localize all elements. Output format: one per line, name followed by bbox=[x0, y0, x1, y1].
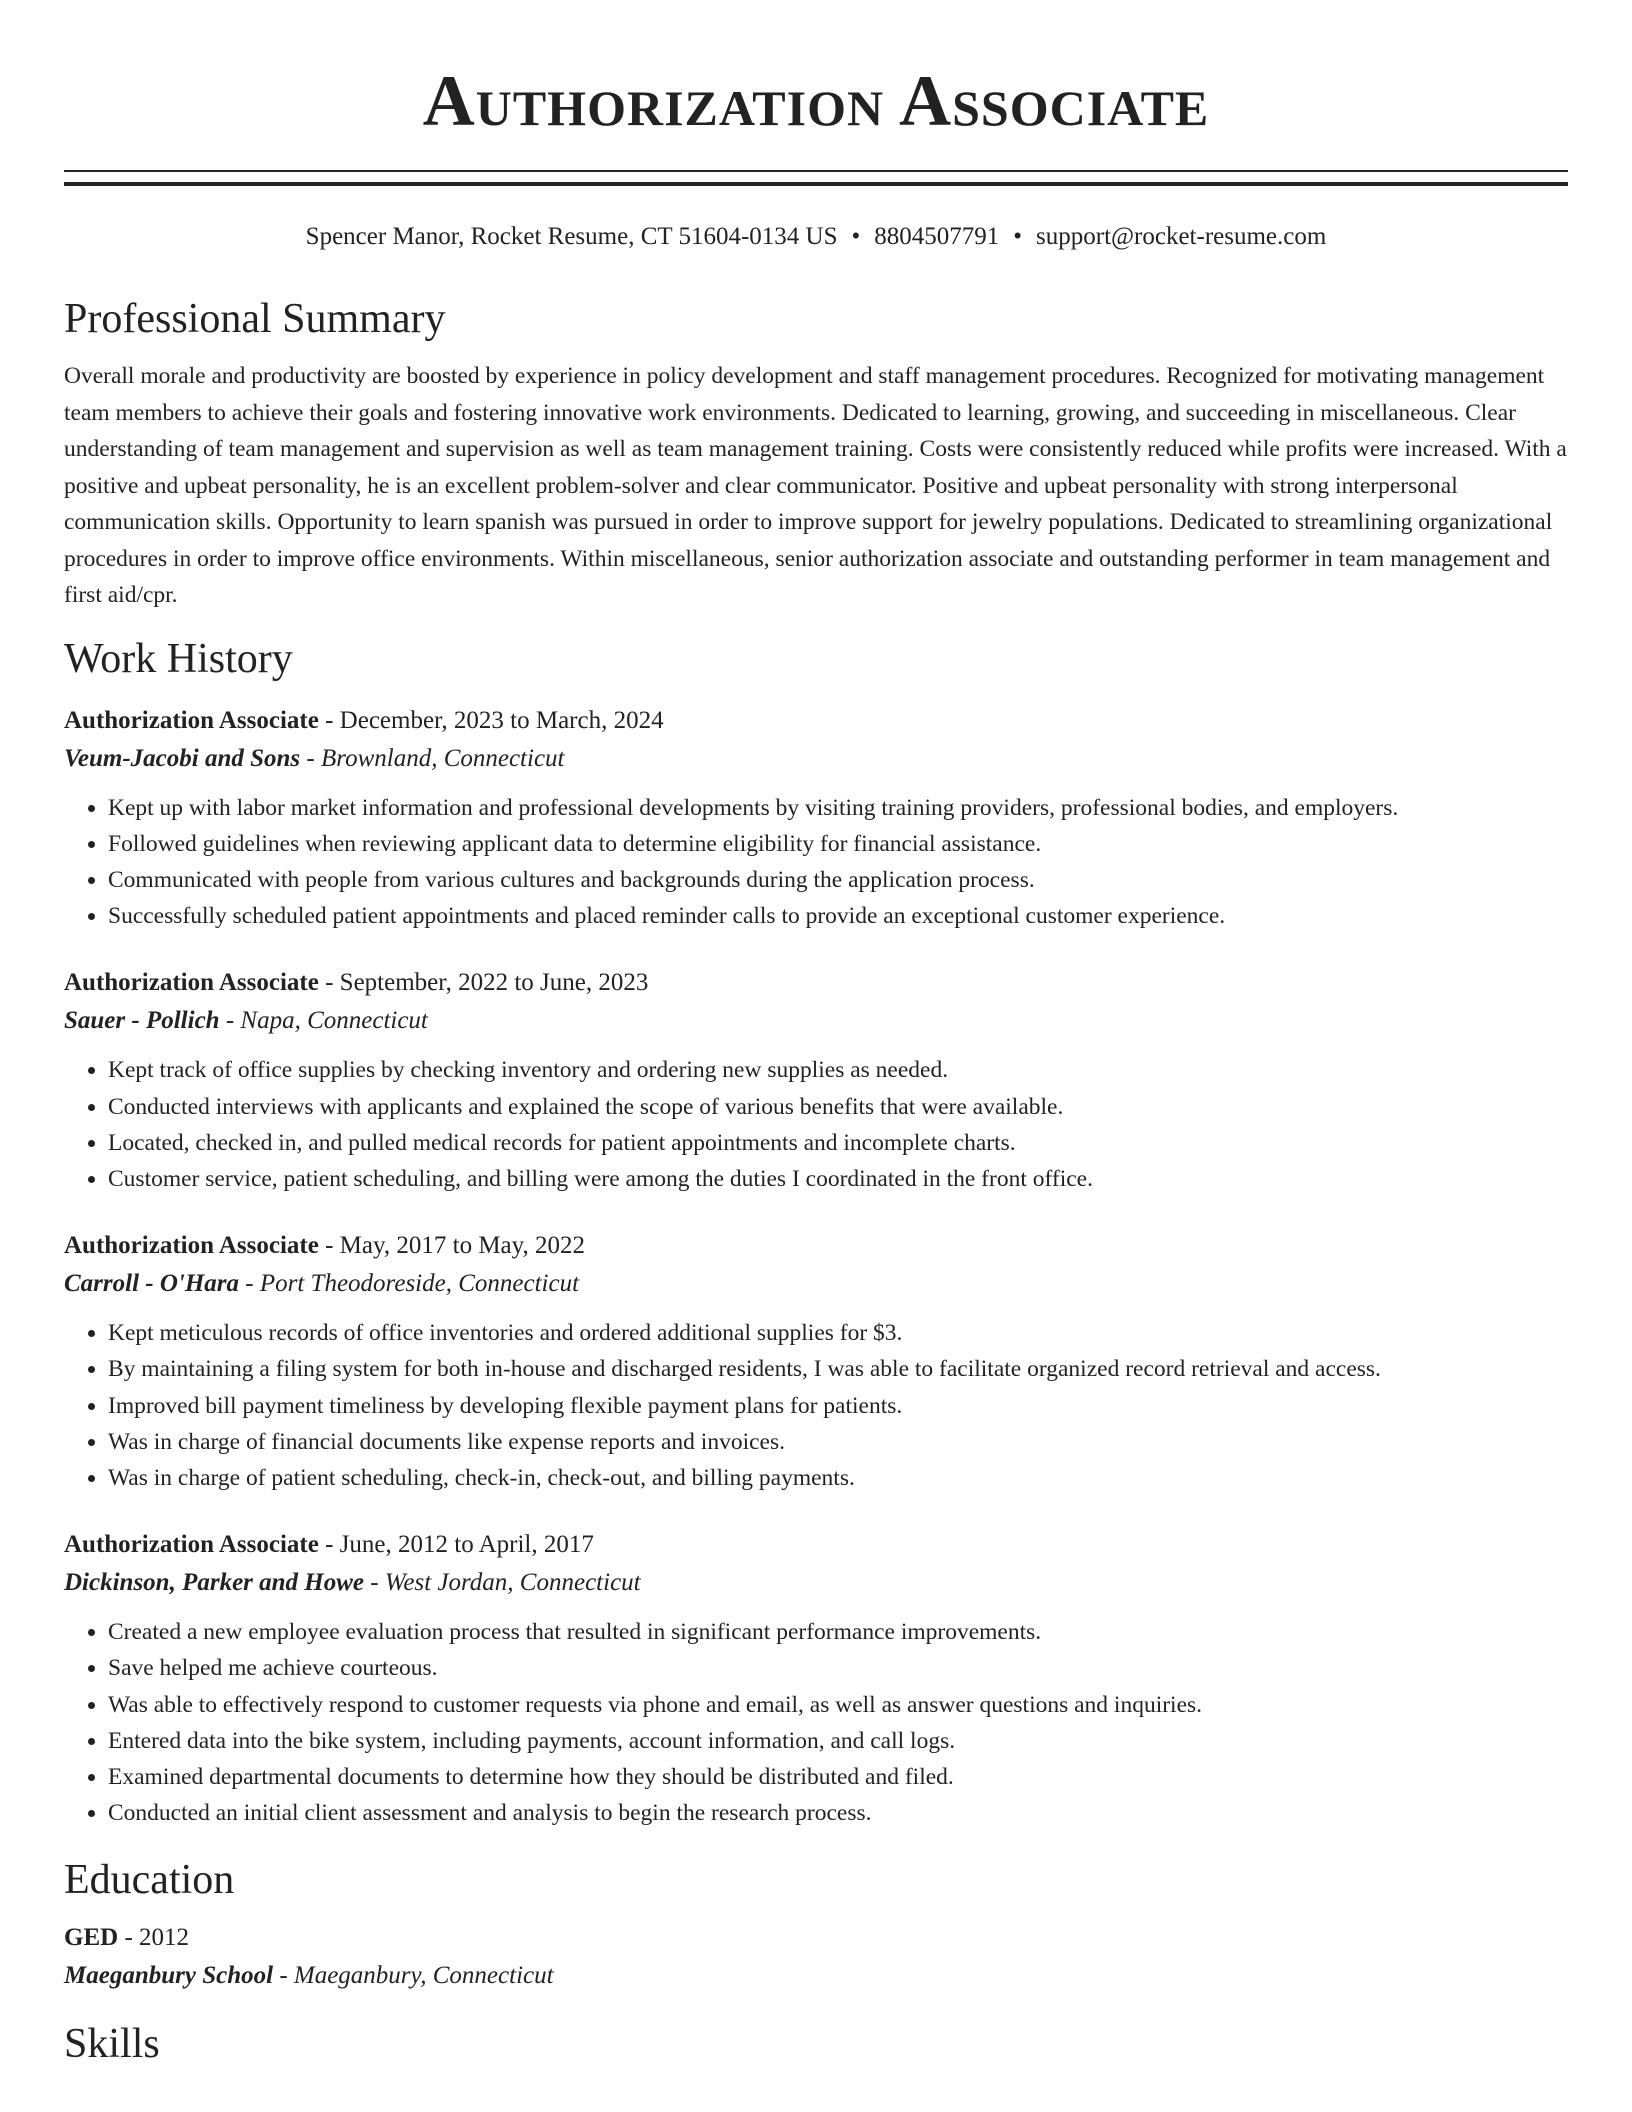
contact-phone: 8804507791 bbox=[874, 223, 1000, 250]
job-bullet-list bbox=[64, 1315, 1568, 1496]
resume-name-heading: Authorization Associate bbox=[422, 61, 1210, 141]
section-title-skills: Skills bbox=[64, 2021, 160, 2068]
education-location: - Maeganbury, Connecticut bbox=[273, 1962, 554, 1990]
contact-email: support@rocket-resume.com bbox=[1036, 223, 1327, 250]
job-bullet: • Conducted interviews with applicants and explained the scope of various benefits that were available. bbox=[108, 1089, 1568, 1125]
job-bullet-list bbox=[64, 1052, 1568, 1197]
job-company: Dickinson, Parker and Howe bbox=[64, 1569, 365, 1597]
job-bullet: • Successfully scheduled patient appointments and placed reminder calls to provide an exceptional customer experience. bbox=[108, 898, 1568, 934]
contact-line bbox=[64, 222, 1568, 252]
job-company-line bbox=[64, 1265, 1568, 1303]
job-entry bbox=[64, 702, 1568, 935]
job-dates: - September, 2022 to June, 2023 bbox=[318, 969, 649, 997]
job-title-line bbox=[64, 1227, 1568, 1265]
job-bullet: • Was able to effectively respond to customer requests via phone and email, as well as answer questions and inquiries. bbox=[108, 1687, 1568, 1723]
job-bullet: • Kept up with labor market information and professional developments by visiting training providers, professional bodies, and employers. bbox=[108, 790, 1568, 826]
education-year: - 2012 bbox=[118, 1924, 190, 1952]
job-bullet-list bbox=[64, 790, 1568, 935]
section-title-education: Education bbox=[64, 1857, 235, 1904]
job-bullet: • Located, checked in, and pulled medical records for patient appointments and incomplete charts. bbox=[108, 1125, 1568, 1161]
job-company: Carroll - O'Hara bbox=[64, 1270, 240, 1298]
education-degree-line bbox=[64, 1919, 1568, 1957]
job-entry bbox=[64, 1227, 1568, 1496]
job-bullet: • Examined departmental documents to determine how they should be distributed and filed. bbox=[108, 1759, 1568, 1795]
summary-paragraph: Overall morale and productivity are boosted by experience in policy development and staff management procedures. Recognized for motivating management team members to achieve their goals and fostering innovative work environments. Dedicated to learning, growing, and succeeding in miscellaneous. Clear understanding of team management and supervision as well as team management training. Costs were consistently reduced while profits were increased. With a positive and upbeat personality, he is an excellent problem-solver and clear communicator. Positive and upbeat personality with strong interpersonal communication skills. Opportunity to learn spanish was pursued in order to improve support for jewelry populations. Dedicated to streamlining organizational procedures in order to improve office environments. Within miscellaneous, senior authorization associate and outstanding performer in team management and first aid/cpr. bbox=[64, 363, 1567, 608]
job-entry bbox=[64, 964, 1568, 1197]
job-title-line bbox=[64, 702, 1568, 740]
job-location: - Napa, Connecticut bbox=[219, 1007, 428, 1035]
job-bullet: • Conducted an initial client assessment and analysis to begin the research process. bbox=[108, 1795, 1568, 1831]
job-company-line bbox=[64, 1002, 1568, 1040]
job-company: Sauer - Pollich bbox=[64, 1007, 220, 1035]
job-dates: - December, 2023 to March, 2024 bbox=[318, 706, 664, 734]
education-school-line bbox=[64, 1957, 1568, 1995]
job-title-line bbox=[64, 1526, 1568, 1564]
job-bullet: • Followed guidelines when reviewing applicant data to determine eligibility for financial assistance. bbox=[108, 826, 1568, 862]
job-bullet: • Improved bill payment timeliness by developing flexible payment plans for patients. bbox=[108, 1388, 1568, 1424]
job-company-line bbox=[64, 1564, 1568, 1602]
contact-separator: • bbox=[1013, 223, 1023, 250]
job-location: - Port Theodoreside, Connecticut bbox=[239, 1270, 580, 1298]
job-bullet: • Kept track of office supplies by checking inventory and ordering new supplies as needed. bbox=[108, 1052, 1568, 1088]
education-school: Maeganbury School bbox=[64, 1962, 274, 1990]
job-company: Veum-Jacobi and Sons bbox=[64, 744, 301, 772]
job-role: Authorization Associate bbox=[64, 1232, 319, 1260]
job-title-line bbox=[64, 964, 1568, 1002]
job-role: Authorization Associate bbox=[64, 1531, 319, 1559]
header-double-rule bbox=[64, 170, 1568, 186]
education-degree: GED bbox=[64, 1924, 119, 1952]
job-bullet: • Customer service, patient scheduling, and billing were among the duties I coordinated in the front office. bbox=[108, 1161, 1568, 1197]
job-bullet-list bbox=[64, 1614, 1568, 1831]
job-bullet: • Created a new employee evaluation process that resulted in significant performance improvements. bbox=[108, 1614, 1568, 1650]
job-location: - West Jordan, Connecticut bbox=[364, 1569, 641, 1597]
job-location: - Brownland, Connecticut bbox=[300, 744, 565, 772]
job-bullet: • Kept meticulous records of office inventories and ordered additional supplies for $3. bbox=[108, 1315, 1568, 1351]
contact-separator: • bbox=[851, 223, 861, 250]
job-bullet: • Was in charge of patient scheduling, check-in, check-out, and billing payments. bbox=[108, 1460, 1568, 1496]
job-bullet: • Entered data into the bike system, including payments, account information, and call logs. bbox=[108, 1723, 1568, 1759]
section-title-summary: Professional Summary bbox=[64, 296, 446, 342]
job-bullet: • Save helped me achieve courteous. bbox=[108, 1650, 1568, 1686]
job-role: Authorization Associate bbox=[64, 969, 319, 997]
job-bullet: • By maintaining a filing system for both in-house and discharged residents, I was able to facilitate organized record retrieval and access. bbox=[108, 1351, 1568, 1387]
job-entry bbox=[64, 1526, 1568, 1831]
job-role: Authorization Associate bbox=[64, 706, 319, 734]
job-bullet: • Was in charge of financial documents like expense reports and invoices. bbox=[108, 1424, 1568, 1460]
contact-address: Spencer Manor, Rocket Resume, CT 51604-0134 US bbox=[305, 223, 838, 250]
job-bullet: • Communicated with people from various cultures and backgrounds during the application process. bbox=[108, 862, 1568, 898]
section-title-work-history: Work History bbox=[64, 635, 293, 682]
job-company-line bbox=[64, 740, 1568, 778]
education-entry bbox=[64, 1919, 1568, 1995]
job-dates: - June, 2012 to April, 2017 bbox=[318, 1531, 594, 1559]
job-dates: - May, 2017 to May, 2022 bbox=[318, 1232, 586, 1260]
